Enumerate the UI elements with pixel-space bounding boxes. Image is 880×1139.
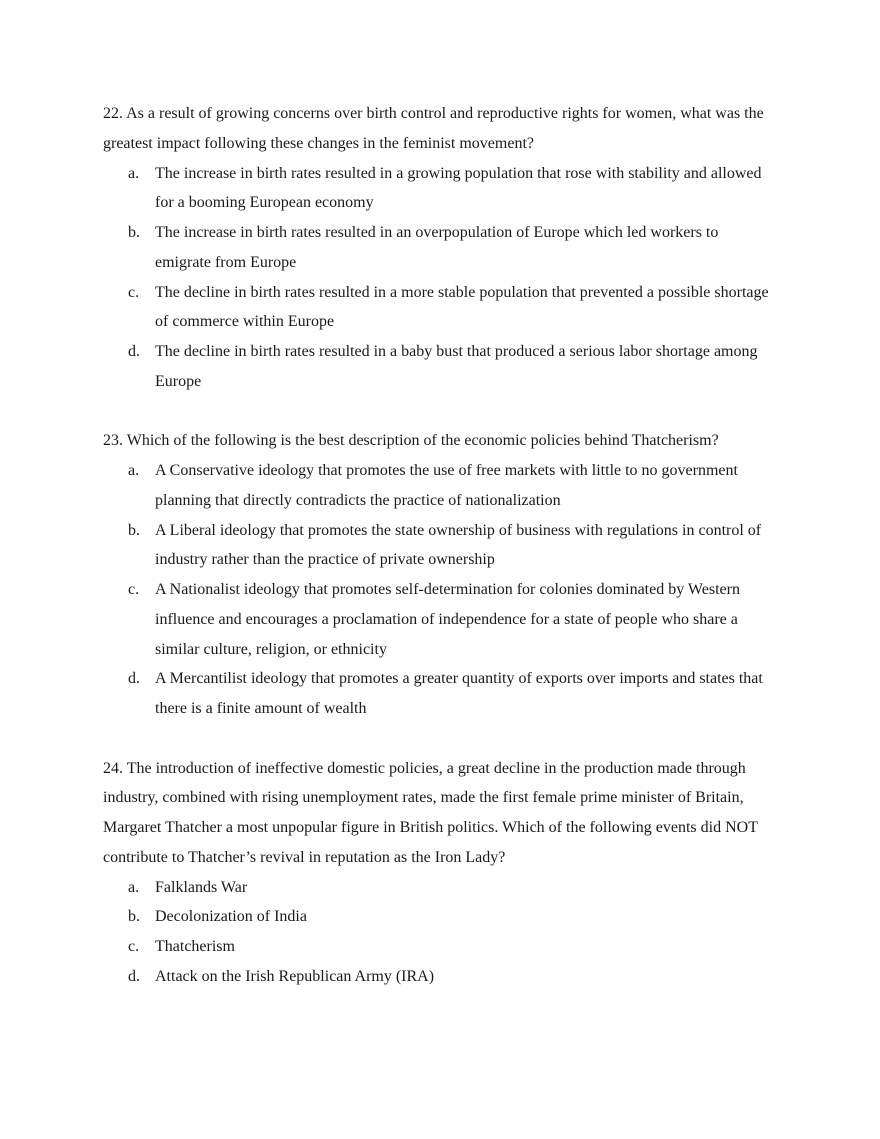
option-letter: a. <box>128 462 140 479</box>
option-letter: a. <box>128 878 140 896</box>
option-text: A Liberal ideology that promotes the state ownership of business with regulations in control of industry rather than the practice of private ownership <box>155 521 762 569</box>
answer-option <box>103 278 777 338</box>
option-text: The decline in birth rates resulted in a baby bust that produced a serious labor shortage among Europe <box>155 343 758 390</box>
question-stem: 24. The introduction of ineffective domestic policies, a great decline in the production made through industry, combined with rising unemployment rates, made the first female prime minister of Britain, Margaret Thatcher a most unpopular figure in British politics. Which of the following events did NOT contribute to Thatcher’s revival in reputation as the Iron Lady? <box>103 759 758 866</box>
answer-option <box>103 932 777 962</box>
option-letter: b. <box>128 224 140 241</box>
answer-option <box>103 664 777 724</box>
option-text: Falklands War <box>155 878 248 896</box>
option-text: The increase in birth rates resulted in an overpopulation of Europe which led workers to emigrate from Europe <box>155 224 719 271</box>
answer-option <box>103 456 777 516</box>
option-letter: b. <box>128 521 140 539</box>
option-text: A Conservative ideology that promotes the use of free markets with little to no government planning that directly contradicts the practice of nationalization <box>155 462 738 509</box>
option-text: The increase in birth rates resulted in a growing population that rose with stability and allowed for a booming European economy <box>155 164 762 212</box>
answer-options <box>103 456 777 724</box>
answer-options <box>103 873 777 992</box>
option-letter: c. <box>128 581 140 598</box>
answer-option <box>103 575 777 664</box>
answer-option <box>103 962 777 992</box>
question-22 <box>103 99 777 397</box>
option-letter: d. <box>128 670 140 688</box>
answer-option <box>103 218 777 278</box>
answer-option <box>103 902 777 932</box>
answer-option <box>103 516 777 576</box>
option-letter: c. <box>128 283 140 301</box>
option-text: A Nationalist ideology that promotes self-determination for colonies dominated by Western influence and encourages a proclamation of independence for a state of people who share a similar culture, religion, or ethnicity <box>155 581 740 658</box>
answer-option <box>103 873 777 903</box>
question-24 <box>103 754 777 992</box>
question-23 <box>103 426 777 724</box>
option-text: The decline in birth rates resulted in a more stable population that prevented a possible shortage of commerce within Europe <box>155 283 769 331</box>
document-page <box>103 99 777 1021</box>
option-text: Thatcherism <box>155 938 235 955</box>
answer-option <box>103 159 777 219</box>
answer-options <box>103 159 777 397</box>
option-text: Attack on the Irish Republican Army (IRA) <box>155 967 435 985</box>
option-letter: a. <box>128 164 140 182</box>
answer-option <box>103 337 777 397</box>
option-letter: d. <box>128 343 140 360</box>
option-text: A Mercantilist ideology that promotes a greater quantity of exports over imports and states that there is a finite amount of wealth <box>155 670 763 717</box>
question-stem: 22. As a result of growing concerns over birth control and reproductive rights for women, what was the greatest impact following these changes in the feminist movement? <box>103 105 764 152</box>
option-letter: d. <box>128 967 140 985</box>
option-letter: c. <box>128 938 140 955</box>
option-text: Decolonization of India <box>155 908 307 926</box>
question-stem: 23. Which of the following is the best description of the economic policies behind Thatcherism? <box>103 432 719 450</box>
option-letter: b. <box>128 908 140 926</box>
